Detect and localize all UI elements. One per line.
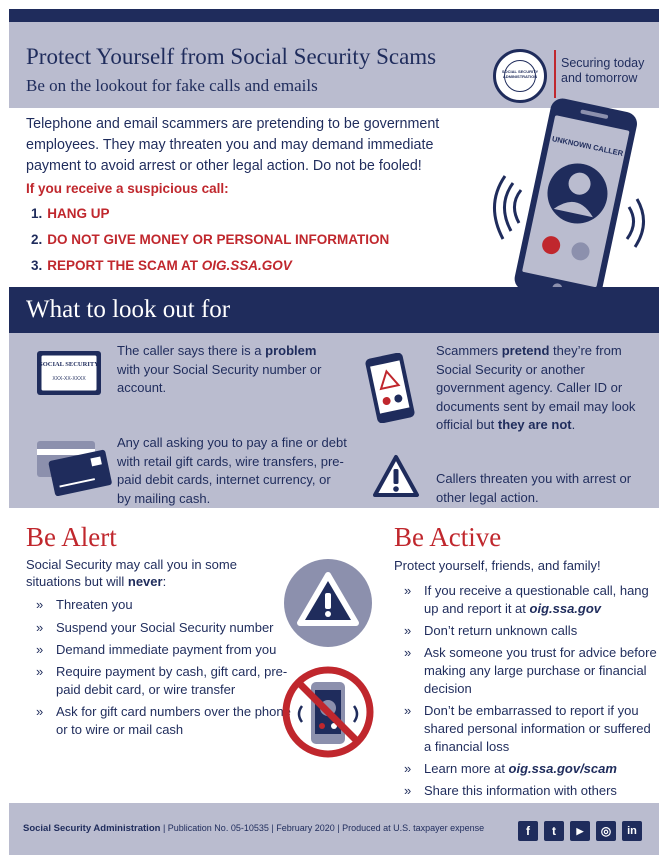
gift-cards-icon [35, 437, 115, 497]
be-active-list [394, 582, 659, 800]
look-out-item-4: Callers threaten you with arrest or other legal action. [436, 471, 632, 505]
list-item: » Demand immediate payment from you [26, 641, 291, 659]
oig-link[interactable]: oig.ssa.gov [529, 601, 602, 616]
report-link[interactable]: OIG.SSA.GOV [201, 258, 292, 273]
list-item: » Don’t return unknown calls [394, 622, 659, 640]
footer-text: Social Security Administration | Publication No. 05-10535 | February 2020 | Produced at U.S. taxpayer expense [23, 823, 485, 834]
tagline-line2: and tomorrow [561, 71, 638, 85]
youtube-icon[interactable]: ▶ [570, 821, 590, 841]
look-out-item-1: The caller says there is a problem with your Social Security number or account. [117, 343, 322, 395]
step-2: 2. DO NOT GIVE MONEY OR PERSONAL INFORMATION [31, 232, 390, 247]
be-active-title: Be Active [394, 522, 502, 552]
be-alert-list [26, 596, 291, 739]
steps-list [31, 205, 389, 283]
page-title: Protect Yourself from Social Security Scams [26, 44, 437, 69]
top-bar [9, 9, 659, 22]
footer [9, 803, 659, 855]
step-1: 1. HANG UP [31, 206, 110, 221]
alert-phone-icon [363, 353, 417, 423]
no-calls-icon [280, 664, 376, 760]
list-item: » Share this information with others [394, 782, 659, 800]
alert-circle-icon [282, 557, 374, 649]
header-divider [554, 50, 556, 98]
twitter-icon[interactable]: t [544, 821, 564, 841]
be-alert-title: Be Alert [26, 522, 117, 552]
list-item: » Ask for gift card numbers over the phone or to wire or mail cash [26, 703, 291, 739]
instagram-icon[interactable]: ◎ [596, 821, 616, 841]
be-alert-intro: Social Security may call you in some situations but will never: [26, 557, 237, 589]
look-out-panel [9, 333, 659, 508]
list-item: » Require payment by cash, gift card, pre-paid debit card, or wire transfer [26, 663, 291, 699]
unknown-caller-phone-icon [489, 95, 659, 310]
facebook-icon[interactable]: f [518, 821, 538, 841]
ssn-card-number: XXX-XX-XXXX [52, 376, 86, 382]
list-item: » Suspend your Social Security number [26, 619, 291, 637]
scam-link[interactable]: oig.ssa.gov/scam [508, 761, 617, 776]
list-item: » Don’t be embarrassed to report if you shared personal information or suffered a financial loss [394, 702, 659, 756]
list-item: » Ask someone you trust for advice before making any large purchase or financial decision [394, 644, 659, 698]
suspicious-call-heading: If you receive a suspicious call: [26, 181, 229, 196]
be-active-intro: Protect yourself, friends, and family! [394, 558, 601, 573]
ssn-card-icon [35, 349, 103, 397]
ssn-card-label: SOCIAL SECURITY [39, 361, 99, 368]
list-item: » Learn more at oig.ssa.gov/scam [394, 760, 659, 778]
tagline [561, 56, 661, 86]
look-out-title: What to look out for [26, 296, 231, 323]
intro-paragraph: Telephone and email scammers are pretending to be government employees. They may threaten you and may demand immediate payment to avoid arrest or other legal action. Do not be fooled! [26, 116, 440, 174]
step-3: 3. REPORT THE SCAM AT OIG.SSA.GOV [31, 258, 292, 273]
flyer-page [9, 9, 659, 855]
look-out-item-3: Scammers pretend they’re from Social Security or another government agency. Caller ID or documents sent by email may look official but they are not. [436, 343, 636, 432]
phone-caller-label: UNKNOWN CALLER [551, 134, 624, 158]
list-item: » Threaten you [26, 596, 291, 614]
linkedin-icon[interactable]: in [622, 821, 642, 841]
page-subtitle: Be on the lookout for fake calls and emails [26, 76, 318, 95]
look-out-banner [9, 287, 659, 333]
look-out-item-2: Any call asking you to pay a fine or debt with retail gift cards, wire transfers, pre-paid debit cards, internet currency, or by mailing cash. [117, 435, 347, 506]
list-item: » If you receive a questionable call, hang up and report it at oig.ssa.gov [394, 582, 659, 618]
warning-triangle-icon [371, 453, 421, 499]
tagline-line1: Securing today [561, 56, 645, 70]
seal-text: SOCIAL SECURITY ADMINISTRATION [501, 69, 539, 79]
